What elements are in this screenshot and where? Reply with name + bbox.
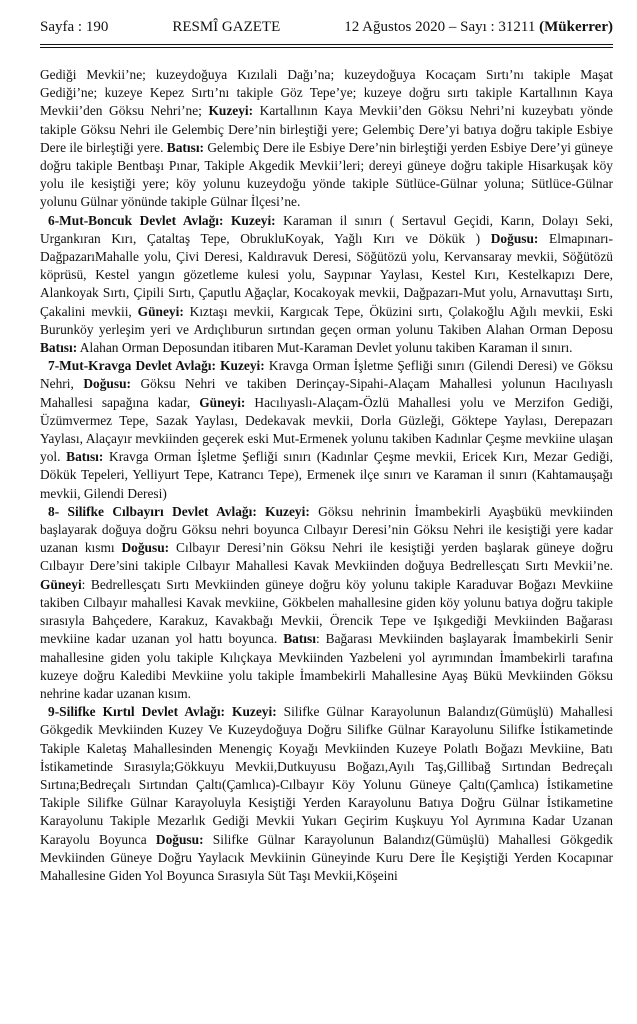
- text-run: Kravga Orman İşletme Şefliği sınırı (Gilendi Deresi) ve Göksu Nehri,: [40, 358, 613, 392]
- issue-edition: (Mükerrer): [539, 19, 613, 35]
- header-divider: [40, 44, 613, 48]
- document-body: [40, 66, 613, 885]
- text-run: Cılbayır Deresi’nin Göksu Nehri ile kesiştiği yerden başlarak güneye doğru Cılbayır Dere’sini takiple Cılbayır Mahallesi Kavak Mevkiinden doğuya Bedrellesçatı Sırtı Mevkii’ne.: [40, 540, 614, 574]
- text-run: Göksu nehrinin İmambekirli Ayaşbükü mevkiinden başlayarak doğuya doğru Göksu nehri boyunca Cılbayır Deresi’nin Göksu Nehri ile kesiştiği yere kadar uzanan kısmı: [40, 503, 613, 556]
- text-run: Kartallının Kaya Mevkii’den Göksu Nehri’ni kuzeybatı yönde takiple Göksu Nehri ile Gelembiç Dere’nin birleştiği yere; Gelembiç Dere’yi batıya doğru takiple Esbiye Dere ile birleştiği yere.: [40, 103, 613, 155]
- bold-term: Güneyi:: [137, 303, 184, 319]
- bold-term: Kuzeyi:: [208, 103, 254, 119]
- page-number: Sayfa : 190: [40, 19, 109, 35]
- bold-term: Doğusu:: [121, 540, 170, 556]
- bold-term: 7-Mut-Kravga Devlet Avlağı: Kuzeyi:: [48, 358, 265, 374]
- bold-term: Güneyi: [40, 576, 82, 592]
- paragraph-continuation: [40, 66, 613, 212]
- text-run: Hacılıyaslı-Alaçam-Özlü Mahallesi yolu ve Merzifon Gediği, Üzümvermez Tepe, Sazak Yaylası, Dedekavak mevkii, Dorla Güzleği, Göktepe Yaylası, Derepazarı Yaylası, Alaçayır mevkiinden geçerek eski Mut-Ermenek yolunu takiben Kadınlar Çeşme mevkiine ulaşan yol.: [40, 394, 613, 465]
- text-run: Elmapınarı-DağpazarıMahalle yolu, Çivi Deresi, Kaldıravuk Deresi, Söğütözü yolu, Kervansaray mevkii, Söğütözü köprüsü, Kestel yangın gözetleme kulesi yolu, Saypınar Yaylası, Kestel Kırı, Kestelkapızı Dere, Alankoyak Sırtı, Çipili Sırtı, Çaputlu Ağaçlar, Kocakoyak mevkii, Dağpazarı-Mut yolu, Arnavuttaşı Sırtı, Çakalini mevkii,: [40, 230, 613, 319]
- bold-term: Batısı: [283, 631, 316, 647]
- bold-term: Batısı:: [166, 139, 204, 155]
- page-header: [40, 18, 613, 36]
- bold-term: 6-Mut-Boncuk Devlet Avlağı: Kuzeyi:: [48, 212, 276, 228]
- paragraph-silifke-cilbayiri: [40, 503, 613, 703]
- bold-term: 9-Silifke Kırtıl Devlet Avlağı: Kuzeyi:: [48, 704, 277, 720]
- bold-term: Doğusu:: [83, 376, 131, 392]
- paragraph-mut-kravga: [40, 357, 613, 503]
- text-run: Kravga Orman İşletme Şefliği sınırı (Kadınlar Çeşme mevkii, Ericek Kırı, Mezar Gediği, Dökük Tepeleri, Yelliyurt Tepe, Katrancı Tepe), Ermenek ilçe sınırı ve Karaman il sınırı (Kahtamauşağı mevkii, Gilendi Deresi): [40, 449, 614, 501]
- text-run: Karaman il sınırı ( Sertavul Geçidi, Karın, Dolayı Seki, Urgankıran Kırı, Çataltaş Tepe, ObrukluKoyak, Yağlı Kırı ve Dökük ): [40, 212, 613, 246]
- bold-term: Doğusu:: [155, 831, 204, 847]
- bold-term: Batısı:: [66, 449, 104, 465]
- bold-term: Doğusu:: [490, 230, 539, 246]
- text-run: Gelembiç Dere ile Esbiye Dere’nin birleştiği yerden Esbiye Dere’yi güneye doğru takiple Bentbaşı Pınar, Takiple Akgedik Mevkii’leri; dereyi güneye doğru takiple Hisarkuşak köy yolu ile kesiştiği yere; köy yolunu kuzeydoğu yönde takiple Sütlüce-Gülnar yoluna; Sütlüce-Gülnar yolunu Gülnar yönünde takiple Gülnar İlçesi’ne.: [40, 139, 614, 210]
- text-run: Gediği Mevkii’ne; kuzeydoğuya Kızılali Dağı’na; kuzeydoğuya Kocaçam Sırtı’nı takiple Maşat Gediği’ne; kuzeye Kepez Sırtı’nı takiple Göz Tepe’ye; kuzeye doğru sırtı takiple Kartallının Kaya Mevkii’den Göksu Nehri’ne;: [40, 67, 613, 119]
- issue-info: [344, 18, 613, 36]
- bold-term: 8- Silifke Cılbayırı Devlet Avlağı: Kuzeyi:: [48, 503, 310, 519]
- issue-date-number: 12 Ağustos 2020 – Sayı : 31211: [344, 19, 536, 35]
- text-run: Göksu Nehri ve takiben Derinçay-Sipahi-Alaçam Mahallesi yolunun Hacılıyaslı Mahallesi sapağına kadar,: [40, 376, 614, 410]
- text-run: Silifke Gülnar Karayolunun Balandız(Gümüşlü) Mahallesi Gökgedik Mevkiinden Güneye Doğru Yaylacık Mevkiinin Güneyinde Kuru Dere İle Keşiştiği Yerden Kocapınar Mahallesine Giden Yol Boyunca Sırasıyla Süt Taşı Mevkii,Köşeini: [40, 831, 613, 883]
- text-run: : Bağarası Mevkiinden başlayarak İmambekirli Senir mahallesine giden yolu takiple Kılıçkaya Mevkiinden Yazbeleni yol ayrımından İmambekirli tarafına kuzeye doğru Kaledibi Mevkiine yolu takiple İmambekirli Mahallesine Ayaş Bükü Mevkiinden Göksu nehrine kadar uzanan kısım.: [40, 631, 613, 701]
- bold-term: Güneyi:: [199, 394, 246, 410]
- paragraph-mut-boncuk: [40, 212, 613, 358]
- text-run: : Bedrellesçatı Sırtı Mevkiinden güneye doğru köy yolunu takiple Karaduvar Boğazı Mevkiine takiben Cılbayır mahallesi Kavak mevkiine, Gökbelen mahallesine giden köy yolunu batıya doğru takiple sırasıyla Bahçedere, Karakuz, Kavakbağı Mevkii, Örencik Tepe ve Işıkgediği Mevkiinden Bağarası mevkiine kadar uzanan yol hattı boyunca.: [40, 576, 613, 647]
- gazette-title: RESMÎ GAZETE: [172, 19, 281, 35]
- text-run: Kıztaşı mevkii, Kargıcak Tepe, Öküzini sırtı, Çolakoğlu Ağılı mevkii, Eski Burunköy yerleşim yeri ve Ardıçlıburun sırtından geçen orman yolunu Takiben Alahan Orman Deposu: [40, 303, 613, 337]
- text-run: Alahan Orman Deposundan itibaren Mut-Karaman Devlet yolunu takiben Karaman il sınırı.: [77, 340, 573, 356]
- text-run: Silifke Gülnar Karayolunun Balandız(Gümüşlü) Mahallesi Gökgedik Mevkiinden Kuzey Ve Kuzeydoğuya Doğru Silifke Gülnar Karayolunu Silifke İstikametinde Takiple Kaletaş Mahallesinden Menengiç Koyağı Mevkiinden Kuzeye Polatlı Boğazı Mevkiine, Batı İstikametinde Sırasıyla;Gökkuyu Mevkii,Dutkuyusu Boğazı,Ayılı Taş,Gillibağ Sırtından Bedreçalı Sırtına;Bedreçalı Sırtından Çaltı(Çamlıca)-Cılbayır Köy Yolunu Güneye Çaltı(Çamlıca) İstikametine Takiple Silifke Gülnar Karayoluyla Kesiştiği Yerden Karayolunu Batıya Doğru Gülnar İstikametine Karayolunu Takiple Mezarlık Gediği Mevkii Yukarı Geçirim Kuşkuyu Yol Ayrımına Kadar Uzanan Karayolu Boyunca: [40, 704, 613, 847]
- paragraph-silifke-kirtil: [40, 703, 613, 885]
- bold-term: Batısı:: [40, 340, 78, 356]
